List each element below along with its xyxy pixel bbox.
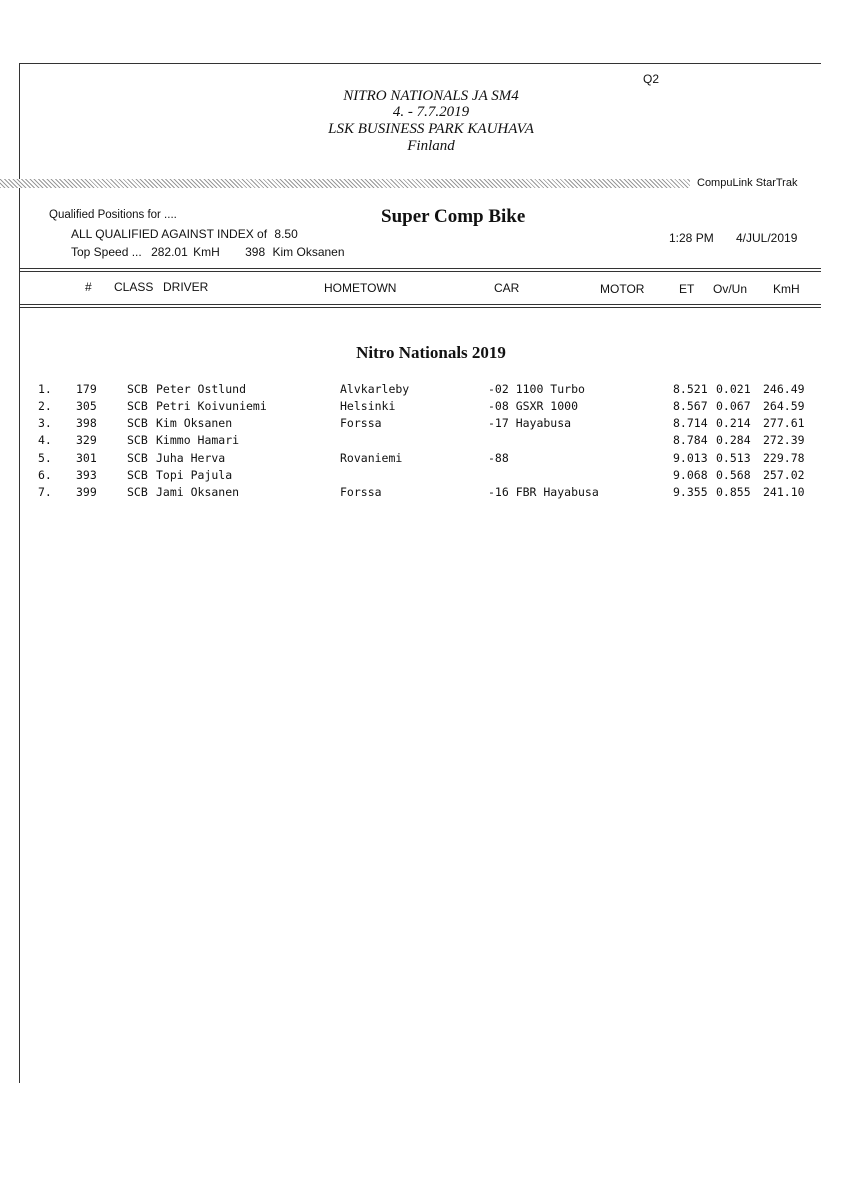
col-class: CLASS [114, 280, 154, 294]
col-car: CAR [494, 281, 520, 295]
event-country: Finland [407, 138, 455, 154]
row-kmh: 257.02 [763, 468, 805, 482]
table-row [0, 485, 848, 502]
row-kmh: 246.49 [763, 382, 805, 396]
row-num: 301 [76, 451, 97, 465]
row-class: SCB [127, 433, 148, 447]
row-pos: 5. [38, 451, 52, 465]
row-pos: 4. [38, 433, 52, 447]
columns-rule-1 [19, 304, 821, 305]
hatch-band [0, 179, 690, 188]
section-title: Nitro Nationals 2019 [356, 343, 506, 362]
row-pos: 3. [38, 416, 52, 430]
row-car: -16 FBR Hayabusa [488, 485, 599, 499]
index-value: 8.50 [274, 227, 298, 241]
header-rule-2 [19, 271, 821, 272]
top-speed-unit: KmH [193, 245, 220, 259]
header-rule-1 [19, 268, 821, 269]
row-kmh: 241.10 [763, 485, 805, 499]
table-row [0, 399, 848, 416]
row-kmh: 277.61 [763, 416, 805, 430]
row-car: -17 Hayabusa [488, 416, 572, 430]
row-kmh: 229.78 [763, 451, 805, 465]
event-dates: 4. - 7.7.2019 [392, 104, 470, 120]
top-speed-label: Top Speed ... [71, 245, 142, 259]
row-et: 9.013 [673, 451, 708, 465]
row-class: SCB [127, 416, 148, 430]
row-ovun: 0.855 [716, 485, 751, 499]
row-class: SCB [127, 382, 148, 396]
report-date: 4/JUL/2019 [736, 231, 798, 245]
row-ovun: 0.021 [716, 382, 751, 396]
row-num: 305 [76, 399, 97, 413]
page-border-left [19, 63, 20, 1083]
row-hometown: Alvkarleby [340, 382, 410, 396]
row-ovun: 0.513 [716, 451, 751, 465]
row-driver: Topi Pajula [156, 468, 233, 482]
row-et: 8.784 [673, 433, 708, 447]
row-hometown: Rovaniemi [340, 451, 403, 465]
report-time: 1:28 PM [669, 231, 714, 245]
row-ovun: 0.568 [716, 468, 751, 482]
row-class: SCB [127, 399, 148, 413]
event-venue: LSK BUSINESS PARK KAUHAVA [328, 121, 534, 137]
table-row [0, 416, 848, 433]
top-speed-line [71, 245, 345, 259]
row-class: SCB [127, 468, 148, 482]
top-speed-car: 398 [245, 245, 266, 259]
row-et: 9.355 [673, 485, 708, 499]
index-line [71, 227, 298, 241]
col-ovun: Ov/Un [713, 282, 748, 296]
doc-code: Q2 [643, 72, 660, 86]
row-ovun: 0.284 [716, 433, 751, 447]
row-driver: Jami Oksanen [156, 485, 240, 499]
row-car: -88 [488, 451, 509, 465]
table-row [0, 382, 848, 399]
columns-rule-2 [19, 307, 821, 308]
row-ovun: 0.214 [716, 416, 751, 430]
row-driver: Petri Koivuniemi [156, 399, 267, 413]
col-motor: MOTOR [600, 282, 645, 296]
index-label: ALL QUALIFIED AGAINST INDEX of [71, 227, 268, 241]
row-driver: Juha Herva [156, 451, 226, 465]
row-hometown: Forssa [340, 416, 382, 430]
row-pos: 7. [38, 485, 52, 499]
row-kmh: 264.59 [763, 399, 805, 413]
row-pos: 1. [38, 382, 52, 396]
row-driver: Peter Ostlund [156, 382, 247, 396]
col-driver: DRIVER [163, 280, 209, 294]
row-et: 8.567 [673, 399, 708, 413]
col-kmh: KmH [773, 282, 800, 296]
row-driver: Kim Oksanen [156, 416, 233, 430]
table-row [0, 451, 848, 468]
top-speed-driver: Kim Oksanen [272, 245, 345, 259]
qualified-label: Qualified Positions for .... [49, 209, 177, 221]
page-border-top [19, 63, 821, 64]
class-title: Super Comp Bike [381, 206, 526, 227]
row-num: 399 [76, 485, 97, 499]
col-et: ET [679, 282, 695, 296]
system-label: CompuLink StarTrak [697, 177, 798, 189]
event-name: NITRO NATIONALS JA SM4 [343, 88, 519, 104]
row-car: -08 GSXR 1000 [488, 399, 579, 413]
table-row [0, 468, 848, 485]
row-kmh: 272.39 [763, 433, 805, 447]
row-num: 393 [76, 468, 97, 482]
row-driver: Kimmo Hamari [156, 433, 240, 447]
row-num: 179 [76, 382, 97, 396]
row-pos: 2. [38, 399, 52, 413]
row-hometown: Helsinki [340, 399, 396, 413]
top-speed-value: 282.01 [151, 245, 188, 259]
row-class: SCB [127, 485, 148, 499]
row-num: 398 [76, 416, 97, 430]
col-num: # [85, 280, 92, 294]
row-ovun: 0.067 [716, 399, 751, 413]
row-hometown: Forssa [340, 485, 382, 499]
row-et: 8.521 [673, 382, 708, 396]
row-num: 329 [76, 433, 97, 447]
table-row [0, 433, 848, 450]
row-class: SCB [127, 451, 148, 465]
row-et: 9.068 [673, 468, 708, 482]
col-hometown: HOMETOWN [324, 281, 397, 295]
row-pos: 6. [38, 468, 52, 482]
row-et: 8.714 [673, 416, 708, 430]
row-car: -02 1100 Turbo [488, 382, 585, 396]
